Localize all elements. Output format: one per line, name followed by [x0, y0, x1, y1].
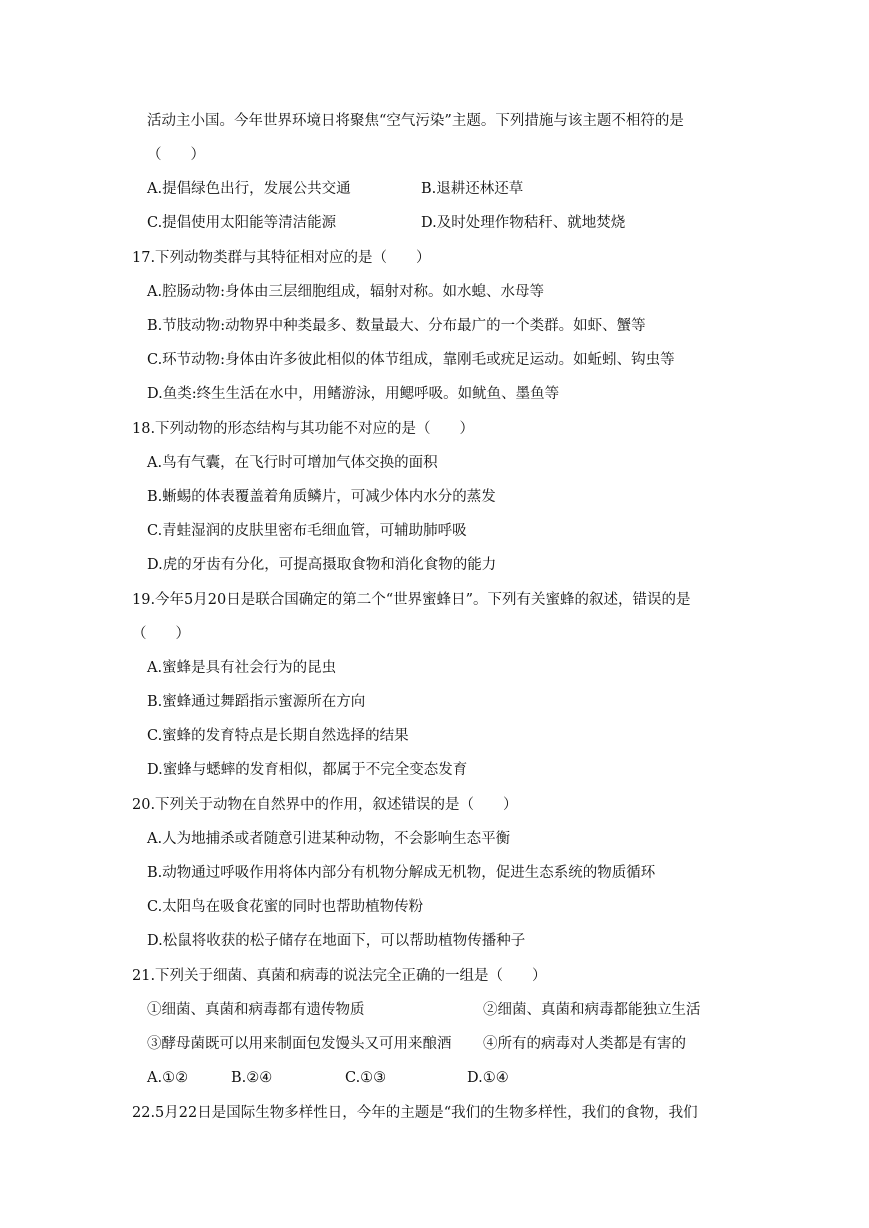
- q21-option-a: A.①②: [147, 1070, 189, 1086]
- q19-option-c: C.蜜蜂的发育特点是长期自然选择的结果: [147, 728, 409, 744]
- q19-option-a: A.蜜蜂是具有社会行为的昆虫: [147, 660, 337, 676]
- q20-option-d: D.松鼠将收获的松子储存在地面下，可以帮助植物传播种子: [147, 933, 526, 949]
- q22-stem: 22.5月22日是国际生物多样性日，今年的主题是“我们的生物多样性，我们的食物，我们: [132, 1105, 698, 1121]
- q21-stem: 21.下列关于细菌、真菌和病毒的说法完全正确的一组是（ ）: [132, 968, 547, 984]
- q21-statement-4: ④所有的病毒对人类都是有害的: [483, 1036, 686, 1052]
- q18-option-a: A.鸟有气囊，在飞行时可增加气体交换的面积: [147, 455, 438, 471]
- q20-stem: 20.下列关于动物在自然界中的作用，叙述错误的是（ ）: [132, 797, 518, 813]
- q16-option-a: A.提倡绿色出行，发展公共交通: [147, 181, 351, 197]
- q20-option-a: A.人为地捕杀或者随意引进某种动物，不会影响生态平衡: [147, 831, 511, 847]
- q16-option-b: B.退耕还林还草: [421, 181, 524, 197]
- q21-statement-3: ③酵母菌既可以用来制面包发馒头又可用来酿酒: [147, 1036, 452, 1052]
- q21-option-c: C.①③: [345, 1070, 387, 1086]
- q21-statement-2: ②细菌、真菌和病毒都能独立生活: [483, 1002, 701, 1018]
- q21-option-b: B.②④: [231, 1070, 273, 1086]
- q16-answer-bracket: （ ）: [147, 147, 205, 163]
- q17-option-a: A.腔肠动物:身体由三层细胞组成，辐射对称。如水螅、水母等: [147, 284, 544, 300]
- q19-option-b: B.蜜蜂通过舞蹈指示蜜源所在方向: [147, 694, 366, 710]
- q16-stem-continued: 活动主小国。今年世界环境日将聚焦“空气污染”主题。下列措施与该主题不相符的是: [147, 113, 684, 129]
- q18-option-c: C.青蛙湿润的皮肤里密布毛细血管，可辅助肺呼吸: [147, 523, 467, 539]
- q17-option-b: B.节肢动物:动物界中种类最多、数量最大、分布最广的一个类群。如虾、蟹等: [147, 318, 646, 334]
- q18-stem: 18.下列动物的形态结构与其功能不对应的是（ ）: [132, 421, 475, 437]
- q17-stem: 17.下列动物类群与其特征相对应的是（ ）: [132, 250, 431, 266]
- q19-stem: 19.今年5月20日是联合国确定的第二个“世界蜜蜂日”。下列有关蜜蜂的叙述，错误的是: [132, 592, 691, 608]
- q20-option-b: B.动物通过呼吸作用将体内部分有机物分解成无机物，促进生态系统的物质循环: [147, 865, 656, 881]
- q19-option-d: D.蜜蜂与蟋蟀的发育相似，都属于不完全变态发育: [147, 762, 468, 778]
- q18-option-b: B.蜥蜴的体表覆盖着角质鳞片，可减少体内水分的蒸发: [147, 489, 496, 505]
- q16-option-d: D.及时处理作物秸秆、就地焚烧: [421, 215, 626, 231]
- q17-option-c: C.环节动物:身体由许多彼此相似的体节组成，靠刚毛或疣足运动。如蚯蚓、钩虫等: [147, 352, 675, 368]
- q16-option-c: C.提倡使用太阳能等清洁能源: [147, 215, 337, 231]
- q20-option-c: C.太阳鸟在吸食花蜜的同时也帮助植物传粉: [147, 899, 424, 915]
- q18-option-d: D.虎的牙齿有分化，可提高摄取食物和消化食物的能力: [147, 557, 497, 573]
- q19-answer-bracket: （ ）: [132, 626, 190, 642]
- q17-option-d: D.鱼类:终生生活在水中，用鳍游泳，用鳃呼吸。如鱿鱼、墨鱼等: [147, 386, 560, 402]
- q21-option-d: D.①④: [467, 1070, 509, 1086]
- q21-statement-1: ①细菌、真菌和病毒都有遗传物质: [147, 1002, 365, 1018]
